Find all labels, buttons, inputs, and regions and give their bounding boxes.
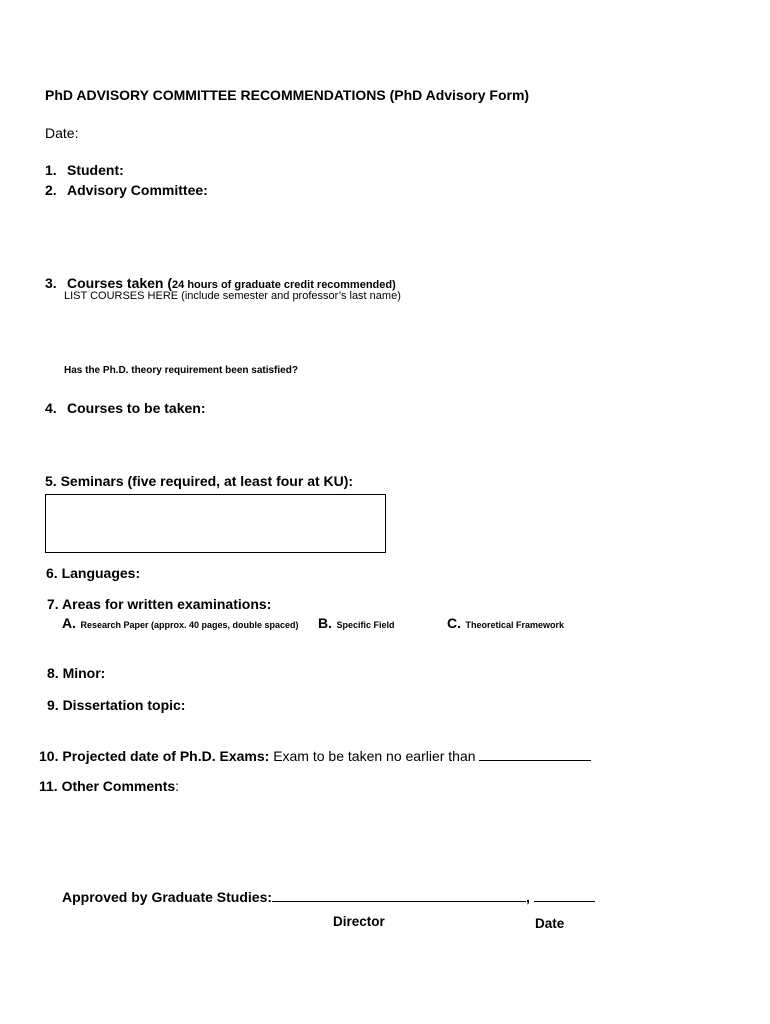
date-label: Date:: [45, 125, 79, 141]
other-comments-label: 11. Other Comments: [39, 778, 176, 794]
exam-areas-label: 7. Areas for written examinations:: [47, 596, 272, 612]
approval-label: Approved by Graduate Studies:: [62, 889, 273, 905]
approval-date-blank[interactable]: [534, 889, 595, 902]
committee-label: Advisory Committee:: [67, 182, 208, 198]
exam-area-c: [447, 616, 564, 632]
courses-to-take-number: 4.: [45, 400, 57, 416]
projected-date-label: 10. Projected date of Ph.D. Exams:: [39, 748, 270, 764]
director-signature-blank[interactable]: [272, 889, 526, 902]
projected-date-blank[interactable]: [479, 748, 591, 761]
exam-area-b-text: Specific Field: [336, 620, 395, 630]
projected-date-row: [39, 748, 591, 763]
theory-requirement-question: Has the Ph.D. theory requirement been satisfied?: [64, 365, 298, 376]
projected-date-text: Exam to be taken no earlier than: [273, 748, 476, 764]
courses-taken-label: Courses taken (: [67, 275, 173, 291]
languages-label: 6. Languages:: [46, 565, 141, 581]
exam-area-a-text: Research Paper (approx. 40 pages, double spaced): [80, 620, 299, 630]
minor-label: 8. Minor:: [47, 665, 106, 681]
exam-area-a: [62, 616, 299, 632]
director-caption: Director: [333, 914, 385, 929]
exam-area-a-letter: A.: [62, 615, 76, 631]
exam-area-c-text: Theoretical Framework: [465, 620, 564, 630]
other-comments-colon: :: [175, 778, 180, 794]
other-comments-row: [39, 779, 179, 793]
courses-taken-note: 24 hours of graduate credit recommended): [172, 279, 396, 291]
exam-area-b: [318, 616, 394, 632]
exam-area-c-letter: C.: [447, 615, 461, 631]
seminars-input-box[interactable]: [45, 494, 386, 553]
seminars-label: 5. Seminars (five required, at least four at KU):: [45, 473, 354, 489]
student-label: Student:: [67, 162, 124, 178]
courses-to-take-label: Courses to be taken:: [67, 400, 206, 416]
date-caption: Date: [535, 916, 565, 931]
approval-row: [62, 889, 595, 904]
courses-to-take-row: [45, 401, 205, 415]
approval-comma: ,: [526, 889, 530, 905]
form-title: PhD ADVISORY COMMITTEE RECOMMENDATIONS (PhD Advisory Form): [45, 87, 530, 103]
courses-taken-number: 3.: [45, 275, 57, 291]
dissertation-topic-label: 9. Dissertation topic:: [47, 697, 186, 713]
exam-area-b-letter: B.: [318, 615, 332, 631]
committee-row: [45, 183, 208, 197]
committee-number: 2.: [45, 182, 57, 198]
student-number: 1.: [45, 162, 57, 178]
courses-taken-instruction: LIST COURSES HERE (include semester and professor’s last name): [64, 290, 401, 302]
student-row: [45, 163, 124, 177]
